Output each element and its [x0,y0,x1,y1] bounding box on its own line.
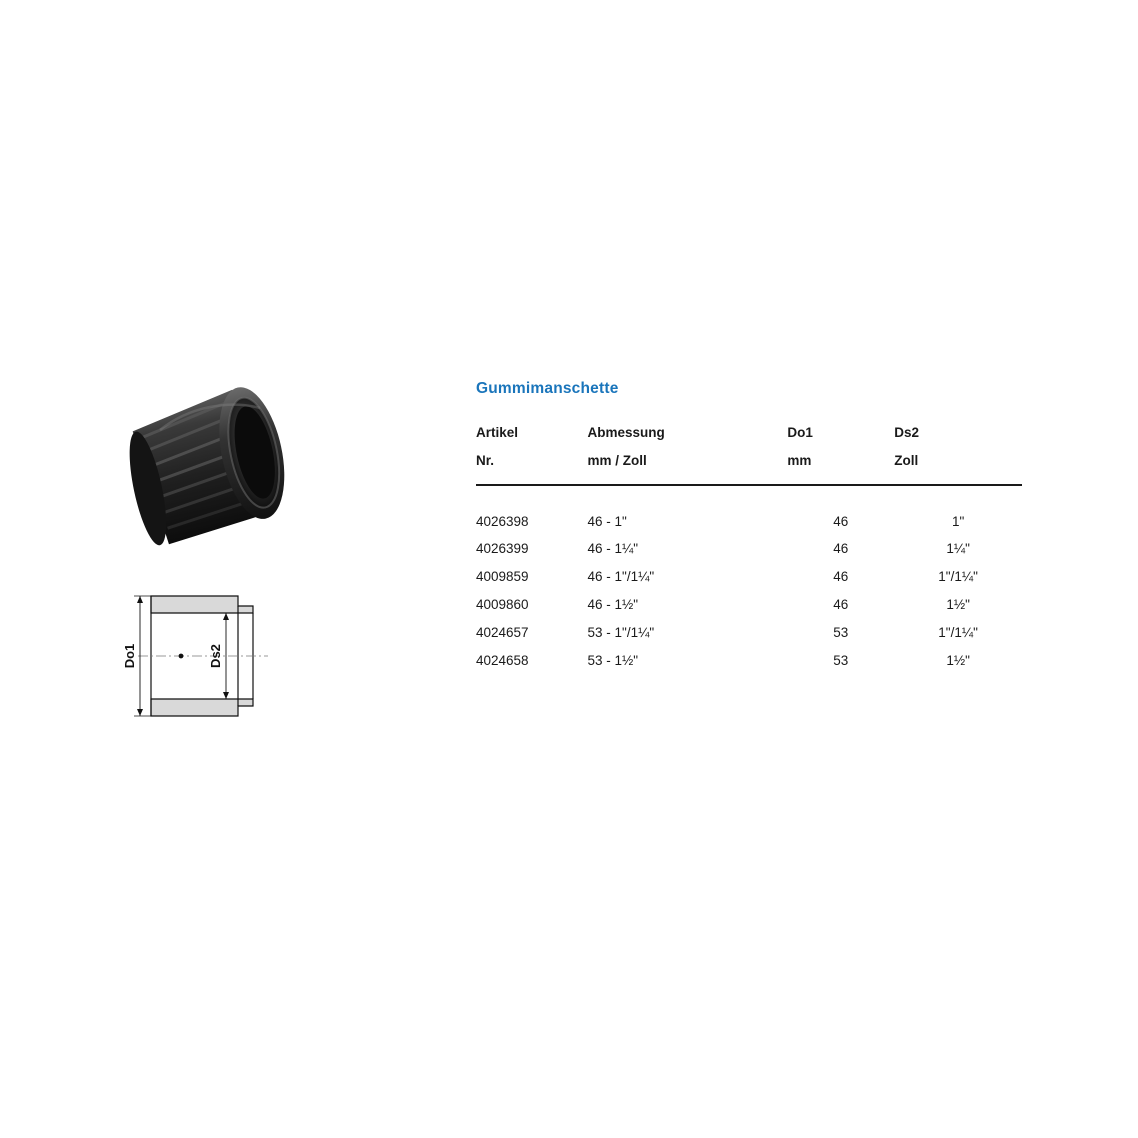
table-row [476,485,1022,536]
technical-drawing [118,586,318,726]
rubber-sleeve-illustration [120,372,320,562]
column-subheader-do1: mm [787,448,894,484]
cell-artikel: 4009859 [476,569,529,585]
table-body [476,485,1022,675]
table-row [476,647,1022,675]
table-row [476,535,1022,563]
section-title: Gummimanschette [476,380,619,397]
product-photo [120,372,320,562]
table-header-row-2 [476,448,1022,484]
cell-do1: 46 [833,569,849,585]
cell-ds2: 1¼" [946,541,970,557]
cell-artikel: 4026399 [476,541,529,557]
cell-abmessung: 46 - 1¼" [587,541,639,557]
cell-do1: 46 [833,541,849,557]
cell-abmessung: 46 - 1½" [587,597,639,613]
cell-do1: 46 [833,597,849,613]
cross-section-diagram [118,586,318,726]
cell-do1: 46 [833,513,849,529]
column-header-artikel: Artikel [476,425,519,440]
table-row [476,591,1022,619]
cell-abmessung: 53 - 1½" [587,652,639,668]
table-header [476,420,1022,485]
dimension-label-ds2: Ds2 [208,644,223,668]
cell-artikel: 4024657 [476,624,529,640]
table-row [476,563,1022,591]
cell-ds2: 1" [951,513,965,529]
cell-abmessung: 46 - 1" [587,513,627,529]
specification-section [476,380,1024,674]
cell-ds2: 1"/1¼" [938,569,978,585]
cell-artikel: 4026398 [476,513,529,529]
cell-artikel: 4024658 [476,652,529,668]
cell-abmessung: 53 - 1"/1¼" [587,624,655,640]
cell-ds2: 1½" [946,652,970,668]
column-header-ds2: Ds2 [894,425,919,440]
cell-do1: 53 [833,624,849,640]
table-header-row-1 [476,420,1022,448]
specification-table [476,420,1022,674]
cell-do1: 53 [833,652,849,668]
column-subheader-artikel: Nr. [476,448,588,484]
table-row [476,619,1022,647]
dimension-label-do1: Do1 [122,643,137,669]
column-header-do1: Do1 [787,425,813,440]
cell-ds2: 1"/1¼" [938,624,978,640]
column-header-abmessung: Abmessung [587,425,665,440]
cell-ds2: 1½" [946,597,970,613]
cell-artikel: 4009860 [476,597,529,613]
column-subheader-abmessung: mm / Zoll [588,448,788,484]
column-subheader-ds2: Zoll [894,448,1022,484]
cell-abmessung: 46 - 1"/1¼" [587,569,655,585]
